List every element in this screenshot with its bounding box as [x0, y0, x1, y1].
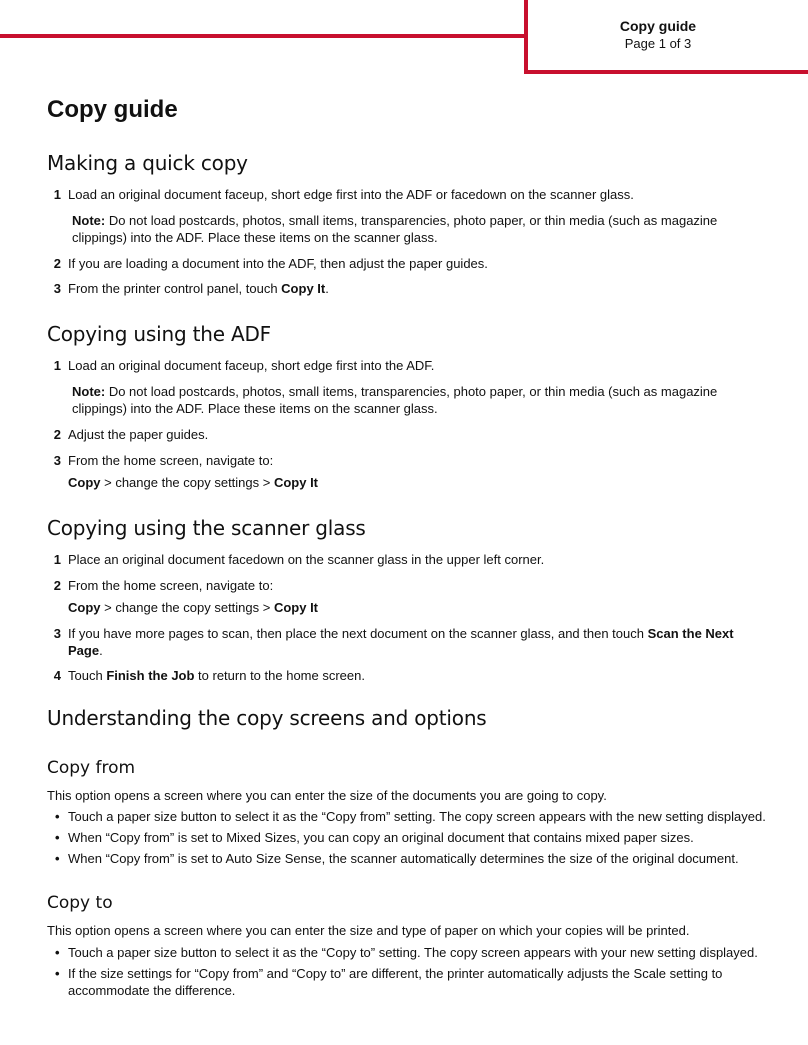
step-text-part: If you have more pages to scan, then place the next document on the scanner glass, and then touch: [68, 626, 648, 641]
section-title-adf: Copying using the ADF: [47, 322, 271, 346]
list-item-text: When “Copy from” is set to Mixed Sizes, you can copy an original document that contains mixed paper sizes.: [68, 830, 694, 845]
path-middle: > change the copy settings >: [100, 475, 274, 490]
paragraph: This option opens a screen where you can enter the size of the documents you are going to copy.: [47, 788, 607, 803]
step-text-part: to return to the home screen.: [194, 668, 365, 683]
step-text: [68, 280, 768, 297]
note: [72, 383, 772, 417]
header-title: Copy guide: [619, 18, 697, 34]
subsection-title-copy-to: Copy to: [47, 893, 113, 913]
step-number: 1: [53, 358, 61, 373]
navigation-path: [68, 474, 768, 491]
list-item-text: Touch a paper size button to select it as the “Copy to” setting. The copy screen appears with your new setting displayed.: [68, 945, 758, 960]
step-number: 3: [53, 281, 61, 296]
step-text: If you are loading a document into the ADF, then adjust the paper guides.: [68, 256, 488, 271]
section-title-quick-copy: Making a quick copy: [47, 151, 248, 175]
step-number: 3: [53, 626, 61, 641]
step-number: 1: [53, 187, 61, 202]
step-text-part: .: [325, 281, 329, 296]
step-number: 2: [53, 578, 61, 593]
note-text: Do not load postcards, photos, small items, transparencies, photo paper, or thin media (such as magazine clippings) into the ADF. Place these items on the scanner glass.: [72, 213, 718, 245]
navigation-path: [68, 599, 768, 616]
step-number: 2: [53, 256, 61, 271]
section-title-copy-screens: Understanding the copy screens and options: [47, 706, 487, 730]
note-label: Note:: [72, 384, 106, 399]
path-end: Copy It: [273, 600, 319, 615]
step-text: Place an original document facedown on the scanner glass in the upper left corner.: [68, 552, 545, 567]
step-text-part: From the printer control panel, touch: [68, 281, 282, 296]
section-title-scanner-glass: Copying using the scanner glass: [47, 516, 366, 540]
note-text: Do not load postcards, photos, small items, transparencies, photo paper, or thin media (such as magazine clippings) into the ADF. Place these items on the scanner glass.: [72, 384, 718, 416]
bullet-icon: •: [55, 966, 60, 981]
bullet-icon: •: [55, 945, 60, 960]
path-end: Copy It: [273, 475, 319, 490]
step-number: 1: [53, 552, 61, 567]
step-text: Adjust the paper guides.: [68, 427, 209, 442]
ui-term: Scan the Next Page: [68, 626, 734, 658]
list-item-text: If the size settings for “Copy from” and “Copy to” are different, the printer automatically adjusts the Scale setting to accommodate the difference.: [68, 966, 723, 998]
step-text: Load an original document faceup, short edge first into the ADF.: [68, 358, 435, 373]
path-middle: > change the copy settings >: [100, 600, 274, 615]
bullet-icon: •: [55, 830, 60, 845]
paragraph: This option opens a screen where you can enter the size and type of paper on which your copies will be printed.: [47, 923, 690, 938]
list-item-text: When “Copy from” is set to Auto Size Sense, the scanner automatically determines the size of the original document.: [68, 851, 739, 866]
path-start: Copy: [68, 600, 101, 615]
step-number: 3: [53, 453, 61, 468]
step-text: [68, 667, 768, 684]
document-title: Copy guide: [47, 96, 178, 123]
bullet-icon: •: [55, 851, 60, 866]
subsection-title-copy-from: Copy from: [47, 758, 136, 778]
step-number: 4: [53, 668, 61, 683]
header-rule-left: [0, 34, 528, 38]
step-number: 2: [53, 427, 61, 442]
ui-term: Copy It: [281, 281, 326, 296]
header-rule-right: [524, 70, 808, 74]
note: [72, 212, 772, 246]
list-item-text: Touch a paper size button to select it as the “Copy from” setting. The copy screen appears with the new setting displayed.: [68, 809, 766, 824]
step-text-part: .: [99, 643, 103, 658]
path-start: Copy: [68, 475, 101, 490]
step-text: From the home screen, navigate to:: [68, 578, 274, 593]
step-text: [68, 625, 768, 659]
bullet-icon: •: [55, 809, 60, 824]
header-page-number: Page 1 of 3: [624, 36, 692, 51]
step-text: From the home screen, navigate to:: [68, 453, 274, 468]
step-text-part: Touch: [68, 668, 107, 683]
running-header: [528, 17, 788, 52]
ui-term: Finish the Job: [106, 668, 195, 683]
step-text: Load an original document faceup, short edge first into the ADF or facedown on the scanner glass.: [68, 187, 634, 202]
note-label: Note:: [72, 213, 106, 228]
